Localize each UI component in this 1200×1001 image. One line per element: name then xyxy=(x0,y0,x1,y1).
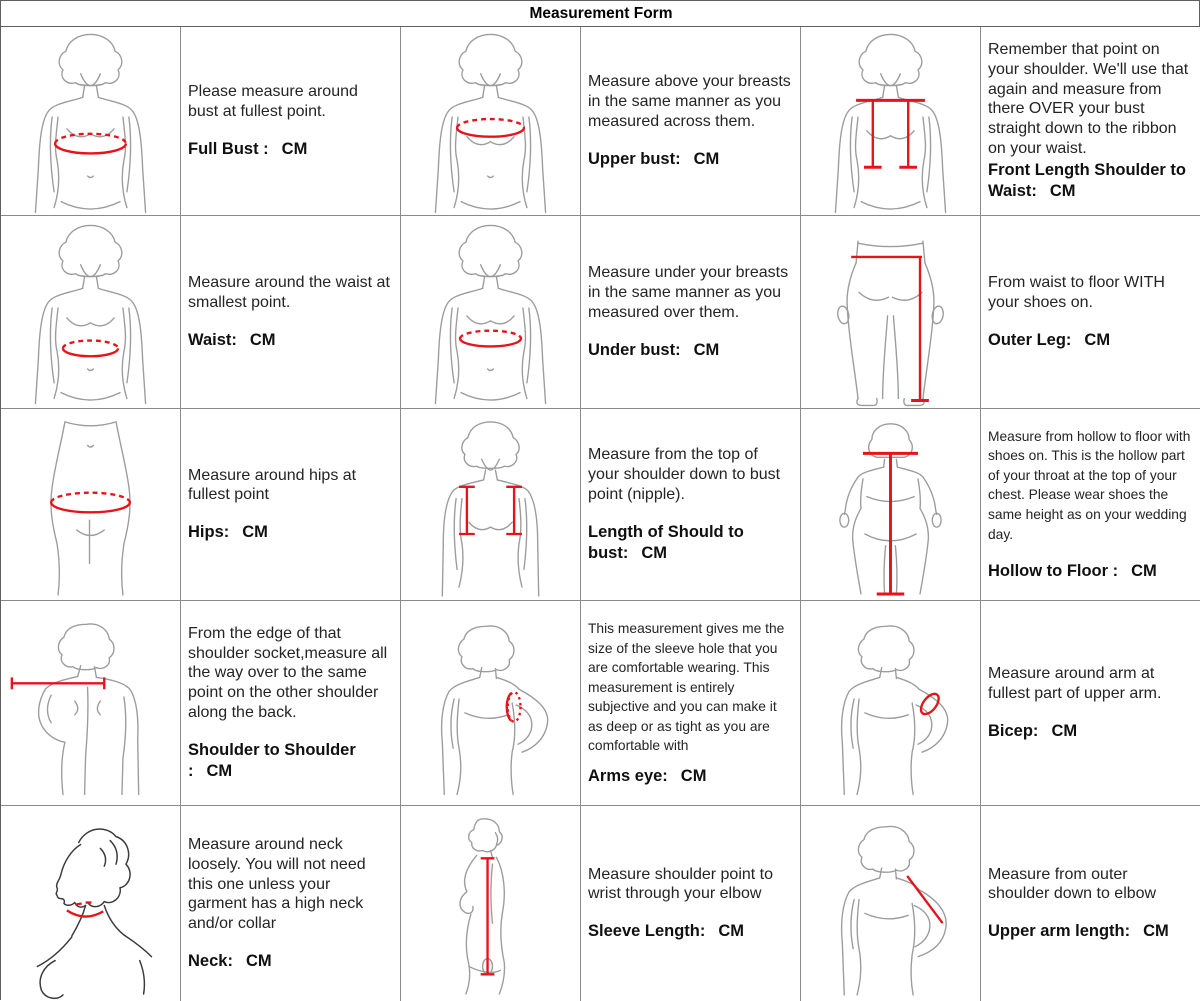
measurement-unit: CM xyxy=(245,952,272,971)
measure-description: Measure around neck loosely. You will not need this one unless your garment has a high neck and/or collar xyxy=(188,835,366,933)
measurement-unit: CM xyxy=(693,340,720,359)
measure-description: Please measure around bust at fullest point. xyxy=(188,83,358,120)
waist-figure xyxy=(2,217,179,407)
measurement-unit: CM xyxy=(1131,562,1157,581)
measure-description: From the edge of that shoulder socket,measure all the way over to the same point on the other shoulder along the back. xyxy=(188,624,388,722)
measure-description: This measurement gives me the size of the sleeve hole that you are comfortable wearing. This measurement is entirely subjective and you can make it as deep or as tight as you are comfortable with xyxy=(588,620,785,754)
figure-cell xyxy=(801,601,981,806)
under-bust-figure xyxy=(402,217,579,407)
text-cell xyxy=(581,216,801,409)
label-text: Hips: xyxy=(188,523,230,542)
figure-cell xyxy=(401,601,581,806)
figure-cell xyxy=(801,216,981,409)
measure-description: Remember that point on your shoulder. We'll use that again and measure from there OVER your bust straight down to the ribbon on your waist. xyxy=(988,40,1189,158)
figure-cell xyxy=(401,409,581,601)
figure-cell xyxy=(401,216,581,409)
text-cell xyxy=(981,216,1200,409)
measurement-label xyxy=(588,149,792,170)
measure-description: Measure around arm at fullest part of upper arm. xyxy=(988,665,1162,702)
figure-cell xyxy=(801,27,981,216)
measurement-label xyxy=(988,921,1193,942)
figure-cell xyxy=(401,27,581,216)
label-text: Neck: xyxy=(188,952,233,971)
measure-description: Measure from hollow to floor with shoes on. This is the hollow part of your throat at the top of your chest. Please wear shoes the same height as on your wedding day. xyxy=(988,428,1191,542)
figure-cell xyxy=(401,806,581,1001)
measurement-unit: CM xyxy=(693,149,720,168)
measure-description: Measure from outer shoulder down to elbow xyxy=(988,865,1157,903)
text-cell xyxy=(181,27,401,216)
front-shoulder-to-waist-figure xyxy=(802,28,979,214)
text-cell xyxy=(581,601,801,806)
measurement-label xyxy=(988,721,1193,742)
figure-cell xyxy=(1,806,181,1001)
text-cell xyxy=(981,806,1200,1001)
measurement-label xyxy=(588,766,792,787)
label-text: Front Length Shoulder to Waist: xyxy=(988,160,1186,200)
label-text: Arms eye: xyxy=(588,766,668,785)
figure-cell xyxy=(801,806,981,1001)
label-text: Shoulder to Shoulder : xyxy=(188,740,356,781)
shoulder-to-shoulder-figure xyxy=(2,602,179,804)
measurement-label xyxy=(988,330,1193,351)
text-cell xyxy=(181,806,401,1001)
measurement-label xyxy=(188,330,392,351)
measure-description: Measure shoulder point to wrist through your elbow xyxy=(588,865,773,903)
arms-eye-figure xyxy=(402,602,579,804)
measure-description: Measure around hips at fullest point xyxy=(188,466,357,504)
measurement-unit: CM xyxy=(1049,181,1076,200)
measurement-unit: CM xyxy=(680,766,707,785)
measurement-unit: CM xyxy=(1084,330,1111,349)
page-title: Measurement Form xyxy=(1,1,1200,27)
measurement-unit: CM xyxy=(281,139,308,158)
hollow-to-floor-figure xyxy=(802,410,979,599)
text-cell xyxy=(181,601,401,806)
measurement-unit: CM xyxy=(641,543,667,562)
full-bust-figure xyxy=(2,28,179,214)
measurement-unit: CM xyxy=(1143,922,1169,941)
neck-figure xyxy=(2,807,179,1000)
figure-cell xyxy=(801,409,981,601)
upper-arm-length-figure xyxy=(802,807,979,1000)
measurement-unit: CM xyxy=(206,762,233,781)
hips-figure xyxy=(2,410,179,599)
label-text: Length of Should to bust: xyxy=(588,522,744,562)
outer-leg-figure xyxy=(802,217,979,407)
measure-description: Measure around the waist at smallest point. xyxy=(188,274,390,311)
text-cell xyxy=(981,601,1200,806)
label-text: Waist: xyxy=(188,330,237,349)
label-text: Bicep: xyxy=(988,721,1039,740)
text-cell xyxy=(181,409,401,601)
measure-description: Measure above your breasts in the same manner as you measured across them. xyxy=(588,73,791,130)
bicep-figure xyxy=(802,602,979,804)
measurement-label xyxy=(588,522,792,564)
text-cell xyxy=(581,409,801,601)
text-cell xyxy=(181,216,401,409)
measurement-label xyxy=(588,340,792,361)
figure-cell xyxy=(1,601,181,806)
measurement-label xyxy=(188,740,392,782)
measurement-unit: CM xyxy=(242,523,268,542)
label-text: Upper bust: xyxy=(588,149,681,168)
measurement-label xyxy=(588,921,792,942)
label-text: Hollow to Floor : xyxy=(988,562,1119,581)
text-cell xyxy=(981,409,1200,601)
measurement-unit: CM xyxy=(249,330,276,349)
figure-cell xyxy=(1,216,181,409)
measurement-label xyxy=(988,561,1193,582)
text-cell xyxy=(981,27,1200,216)
measurement-unit: CM xyxy=(1051,721,1078,740)
text-cell xyxy=(581,27,801,216)
measurement-label xyxy=(988,160,1193,202)
label-text: Full Bust : xyxy=(188,139,269,158)
measurement-label xyxy=(188,522,392,543)
shoulder-to-bust-figure xyxy=(402,410,579,599)
label-text: Under bust: xyxy=(588,340,681,359)
text-cell xyxy=(581,806,801,1001)
measure-description: From waist to floor WITH your shoes on. xyxy=(988,274,1165,311)
figure-cell xyxy=(1,409,181,601)
label-text: Upper arm length: xyxy=(988,922,1131,941)
measure-description: Measure under your breasts in the same manner as you measured over them. xyxy=(588,264,789,321)
sleeve-length-figure xyxy=(402,807,579,1000)
label-text: Sleeve Length: xyxy=(588,922,706,941)
measurement-label xyxy=(188,951,392,972)
measurement-unit: CM xyxy=(718,922,745,941)
figure-cell xyxy=(1,27,181,216)
upper-bust-figure xyxy=(402,28,579,214)
measurement-label xyxy=(188,139,392,160)
measure-description: Measure from the top of your shoulder down to bust point (nipple). xyxy=(588,446,781,503)
label-text: Outer Leg: xyxy=(988,330,1072,349)
